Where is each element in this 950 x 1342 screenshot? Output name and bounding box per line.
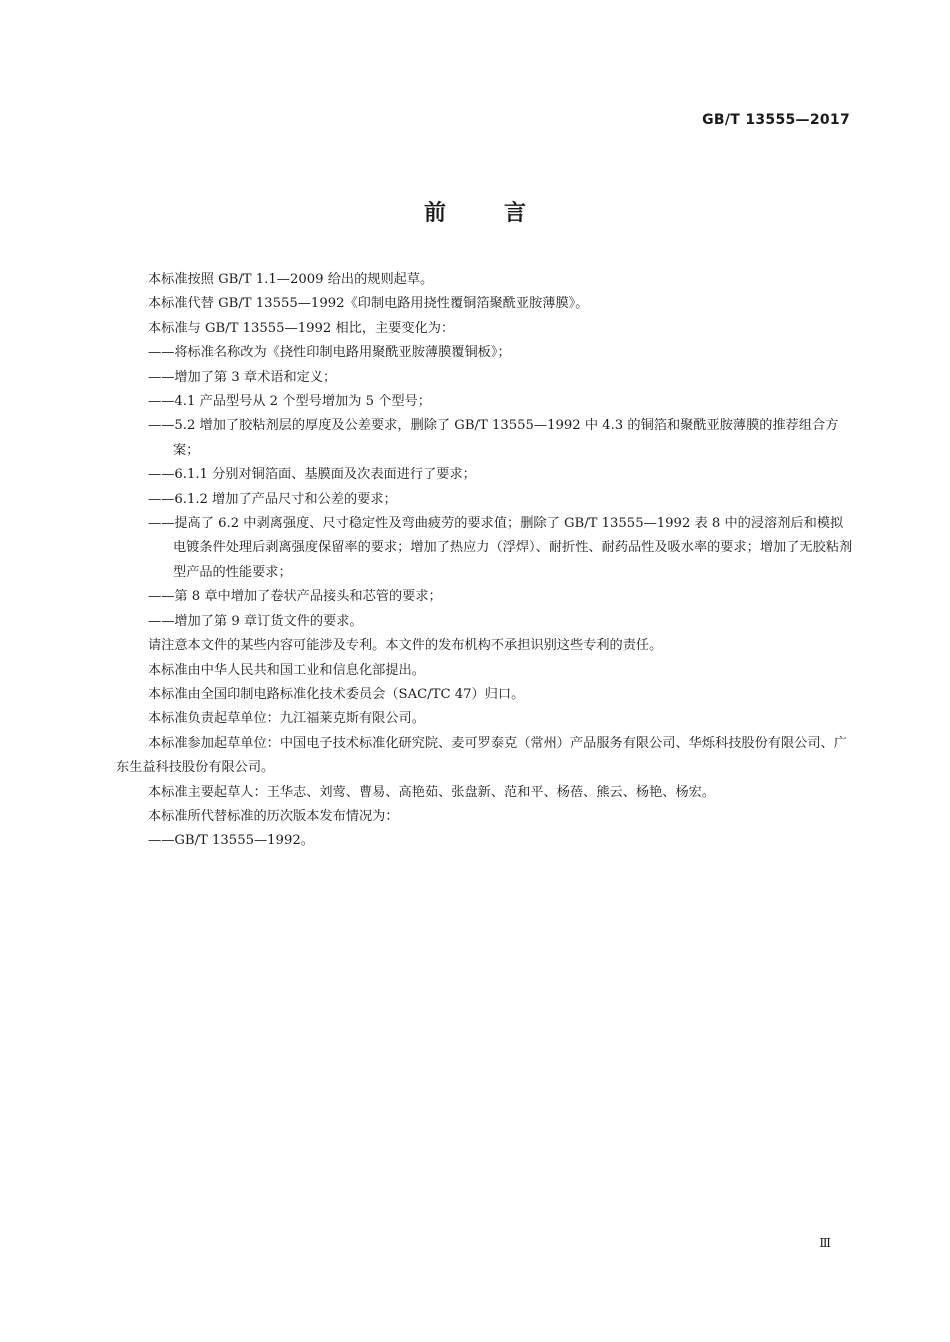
change-item: ——增加了第 3 章术语和定义； (148, 369, 337, 385)
change-item: ——4.1 产品型号从 2 个型号增加为 5 个型号； (148, 394, 431, 410)
paragraph: 本标准由全国印制电路标准化技术委员会（SAC/TC 47）归口。 (148, 686, 525, 702)
foreword-body (116, 268, 856, 854)
paragraph: 本标准参加起草单位：中国电子技术标准化研究院、麦可罗泰克（常州）产品服务有限公司、华烁科技股份有限公司、广东生益科技股份有限公司。 (116, 735, 847, 776)
paragraph: 本标准负责起草单位：九江福莱克斯有限公司。 (148, 711, 425, 727)
change-item: ——将标准名称改为《挠性印制电路用聚酰亚胺薄膜覆铜板》； (148, 345, 511, 361)
page-number: Ⅲ (819, 1236, 831, 1250)
standard-code: GB/T 13555—2017 (702, 112, 850, 128)
paragraph: 本标准与 GB/T 13555—1992 相比，主要变化为： (148, 320, 455, 336)
paragraph: 本标准主要起草人：王华志、刘莺、曹易、高艳茹、张盘新、范和平、杨蓓、熊云、杨艳、杨宏。 (148, 784, 716, 800)
history-item: ——GB/T 13555—1992。 (148, 833, 314, 849)
paragraph: 本标准所代替标准的历次版本发布情况为： (148, 808, 399, 824)
change-item: ——第 8 章中增加了卷状产品接头和芯管的要求； (148, 589, 442, 605)
change-item: ——5.2 增加了胶粘剂层的厚度及公差要求，删除了 GB/T 13555—1992 中 4.3 的铜箔和聚酰亚胺薄膜的推荐组合方案； (148, 418, 839, 458)
paragraph: 请注意本文件的某些内容可能涉及专利。本文件的发布机构不承担识别这些专利的责任。 (148, 638, 663, 654)
paragraph: 本标准代替 GB/T 13555—1992《印制电路用挠性覆铜箔聚酰亚胺薄膜》。 (148, 296, 589, 312)
paragraph: 本标准由中华人民共和国工业和信息化部提出。 (148, 662, 425, 678)
change-item: ——6.1.1 分别对铜箔面、基膜面及次表面进行了要求； (148, 467, 476, 483)
change-item: ——6.1.2 增加了产品尺寸和公差的要求； (148, 491, 397, 507)
paragraph: 本标准按照 GB/T 1.1—2009 给出的规则起草。 (148, 272, 434, 287)
change-item: ——增加了第 9 章订货文件的要求。 (148, 613, 363, 629)
page-title: 前言 (423, 201, 584, 226)
change-item: ——提高了 6.2 中剥离强度、尺寸稳定性及弯曲疲劳的要求值；删除了 GB/T 13555—1992 表 8 中的浸溶剂后和模拟电镀条件处理后剥离强度保留率的要求；增加了热应力（浮焊）、耐折性、耐药品性及吸水率的要求；增加了无胶粘剂型产品的性能要求； (148, 516, 853, 580)
